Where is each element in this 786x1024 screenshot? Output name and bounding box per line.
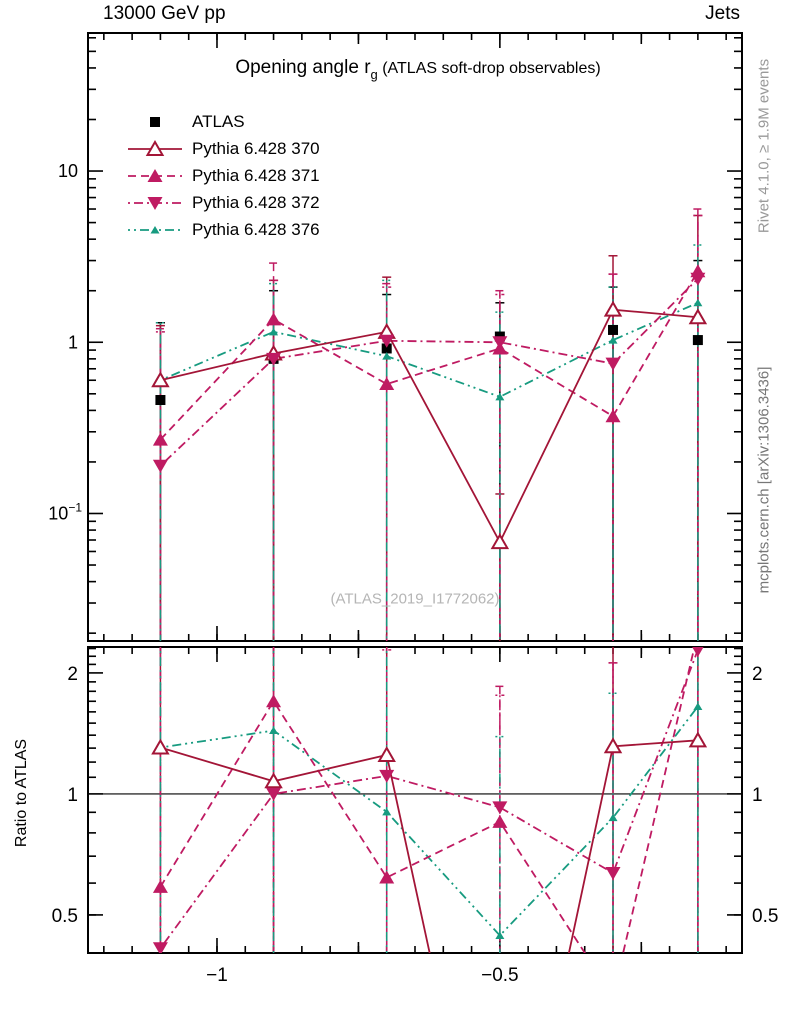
errorbars-pythia-6.428-371 — [156, 209, 702, 643]
errorbars-pythia-6.428-376 — [156, 245, 702, 643]
line-pythia-6.428-370 — [160, 740, 697, 1024]
legend-label: ATLAS — [192, 111, 245, 131]
ratio-panel — [153, 632, 705, 1024]
analysis-watermark: (ATLAS_2019_I1772062) — [330, 590, 500, 608]
legend — [126, 108, 320, 243]
y-tick-label-main: 10 — [57, 161, 78, 182]
legend-item-2 — [126, 162, 320, 189]
markers — [153, 264, 705, 548]
rivet-version-note: Rivet 4.1.0, ≥ 1.9M events — [755, 58, 773, 234]
errorbars-pythia-6.428-376 — [160, 645, 697, 955]
legend-item-3 — [126, 189, 320, 216]
x-tick-label: −1 — [206, 965, 228, 986]
beam-energy-label: 13000 GeV pp — [103, 3, 226, 24]
errorbars-atlas — [156, 261, 702, 643]
y-tick-label-ratio-left: 2 — [67, 663, 78, 685]
plot-title-suffix: (ATLAS soft-drop observables) — [382, 60, 601, 77]
ratio-axis-title: Ratio to ATLAS — [13, 738, 30, 848]
errorbars-pythia-6.428-370 — [160, 645, 697, 955]
analysis-group-label: Jets — [705, 3, 740, 24]
y-tick-label-ratio-left: 0.5 — [51, 905, 78, 927]
y-tick-label-main: $10^{-1}$ — [48, 500, 82, 524]
line-pythia-6.428-372 — [160, 650, 697, 948]
legend-item-4 — [126, 216, 320, 243]
y-tick-label-main: 1 — [67, 332, 78, 353]
y-tick-label-ratio-left: 1 — [67, 784, 78, 806]
plot-title — [235, 57, 600, 82]
line-pythia-6.428-372 — [160, 279, 697, 466]
mc-series-icon — [126, 194, 184, 212]
legend-label: Pythia 6.428 376 — [192, 219, 320, 239]
line-pythia-6.428-376 — [160, 303, 697, 397]
line-pythia-6.428-370 — [160, 310, 697, 542]
plot-title-subscript: g — [370, 67, 378, 82]
ratio-panel-frame — [88, 647, 742, 953]
legend-item-1 — [126, 135, 320, 162]
markers — [153, 644, 705, 955]
main-panel — [153, 209, 705, 643]
plot-title-main: Opening angle r — [235, 57, 371, 78]
mc-series-icon — [126, 221, 184, 239]
y-tick-label-ratio-right: 0.5 — [752, 905, 779, 927]
data-marker-icon — [126, 113, 184, 131]
x-tick-label: −0.5 — [481, 965, 519, 986]
errorbars-pythia-6.428-371 — [160, 645, 697, 955]
mc-series-icon — [126, 140, 184, 158]
y-ticks-ratio — [88, 649, 742, 915]
errorbars-pythia-6.428-372 — [160, 645, 697, 955]
mc-series-icon — [126, 167, 184, 185]
line-pythia-6.428-371 — [160, 271, 697, 439]
legend-label: Pythia 6.428 371 — [192, 165, 320, 185]
legend-label: Pythia 6.428 372 — [192, 192, 320, 212]
y-tick-label-ratio-right: 1 — [752, 784, 763, 806]
line-pythia-6.428-371 — [160, 632, 697, 996]
errorbars-pythia-6.428-372 — [156, 215, 702, 643]
mcplots-arxiv-note: mcplots.cern.ch [arXiv:1306.3436] — [755, 366, 773, 594]
errorbars-pythia-6.428-370 — [156, 215, 702, 643]
legend-label: Pythia 6.428 370 — [192, 138, 320, 158]
legend-item-0 — [126, 108, 320, 135]
y-tick-label-ratio-right: 2 — [752, 663, 763, 685]
